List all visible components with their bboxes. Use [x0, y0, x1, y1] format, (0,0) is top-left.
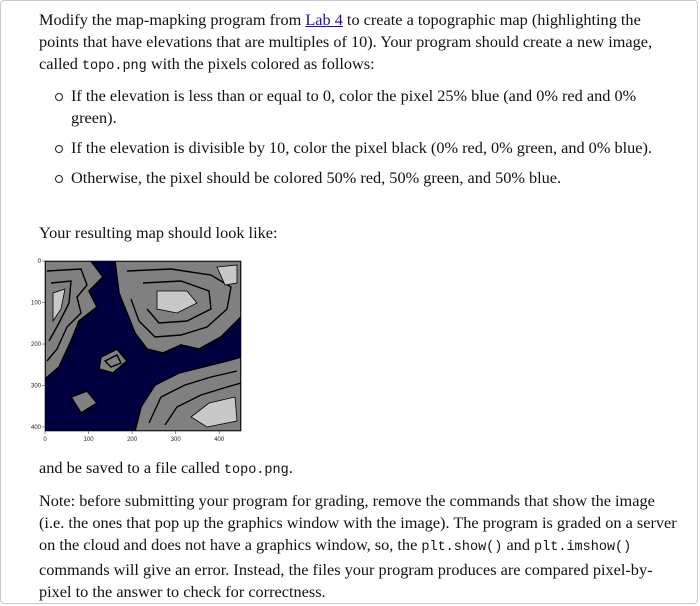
list-item: If the elevation is less than or equal to 0, color the pixel 25% blue (and 0% red and 0% green). — [55, 85, 675, 129]
y-axis — [31, 259, 45, 431]
list-item: If the elevation is divisible by 10, color the pixel black (0% red, 0% green, and 0% blue). — [55, 137, 675, 159]
x-tick-label: 300 — [170, 437, 181, 443]
y-tick-label: 300 — [31, 383, 41, 390]
saved-paragraph: and be saved to a file called topo.png. — [39, 458, 293, 478]
color-rules-list — [55, 85, 675, 197]
result-intro: Your resulting map should look like: — [39, 223, 278, 242]
plt-show-code: plt.show() — [421, 540, 503, 555]
y-tick-label: 0 — [37, 259, 41, 265]
lab-4-link[interactable]: Lab 4 — [305, 10, 343, 29]
x-tick-label: 400 — [214, 437, 225, 443]
note-paragraph: Note: before submitting your program for grading, remove the commands that show the image (i.e. the ones that pop up the graphics window with the image). The program is graded on a server on the cloud and does not have a graphics window, so, the plt.show() and plt.imshow() commands will give an error. Instead, the files your program produces are compared pixel-by-pixel to the answer to check for correctness. — [39, 491, 677, 601]
x-tick-label: 200 — [127, 437, 138, 443]
y-tick-label: 200 — [31, 342, 41, 348]
intro-filename-code: topo.png — [81, 59, 147, 74]
intro-paragraph — [39, 9, 679, 78]
y-tick-label: 400 — [31, 425, 41, 431]
plt-imshow-code: plt.imshow() — [534, 540, 632, 555]
list-item: Otherwise, the pixel should be colored 50% red, 50% green, and 50% blue. — [55, 167, 675, 189]
topographic-map-figure — [31, 257, 251, 449]
bullet-icon — [55, 93, 63, 101]
x-axis — [43, 431, 225, 443]
x-tick-label: 0 — [43, 437, 47, 443]
bullet-icon — [55, 145, 63, 153]
intro-text-end: with the pixels colored as follows: — [146, 54, 375, 73]
saved-filename-code: topo.png — [223, 463, 289, 478]
y-tick-label: 100 — [31, 300, 41, 307]
bullet-icon — [55, 175, 63, 183]
map-image — [45, 261, 241, 431]
intro-text-after-link: to create a topographic map (highlighting the points that have elevations that are multiples of 10). Your program should create a new image, called — [39, 10, 653, 73]
intro-text-before-link: Modify the map-mapking program from — [39, 10, 306, 29]
x-tick-label: 100 — [83, 437, 94, 443]
topo-map-plot — [31, 257, 251, 449]
